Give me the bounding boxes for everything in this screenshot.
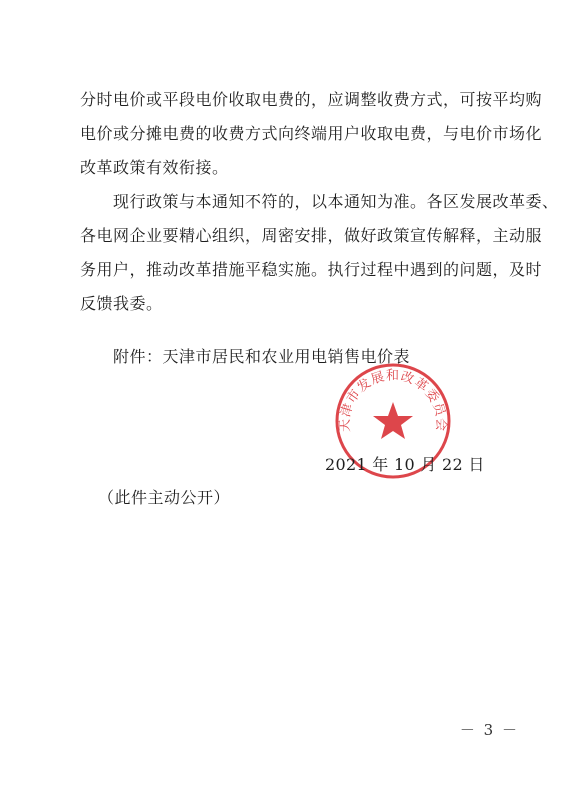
attachment-note: 附件：天津市居民和农业用电销售电价表 <box>113 347 411 366</box>
paragraph-2-line-3: 务用户，推动改革措施平稳实施。执行过程中遇到的问题，及时 <box>80 260 543 279</box>
disclosure-note: （此件主动公开） <box>98 488 231 507</box>
paragraph-1-line-2: 电价或分摊电费的收费方式向终端用户收取电费，与电价市场化 <box>80 124 543 143</box>
paragraph-2-line-1: 现行政策与本通知不符的，以本通知为准。各区发展改革委、 <box>113 192 559 211</box>
issue-date: 2021 年 10 月 22 日 <box>325 455 485 474</box>
seal-star-icon <box>373 402 413 439</box>
page-number: － 3 － <box>459 721 519 739</box>
paragraph-2-line-4: 反馈我委。 <box>80 294 163 313</box>
seal-text: 天津市发展和改革委员会 <box>337 368 449 433</box>
paragraph-1-line-1: 分时电价或平段电价收取电费的，应调整收费方式，可按平均购 <box>80 90 543 109</box>
paragraph-1-line-3: 改革政策有效衔接。 <box>80 158 229 177</box>
paragraph-2-line-2: 各电网企业要精心组织，周密安排，做好政策宣传解释，主动服 <box>80 226 543 245</box>
